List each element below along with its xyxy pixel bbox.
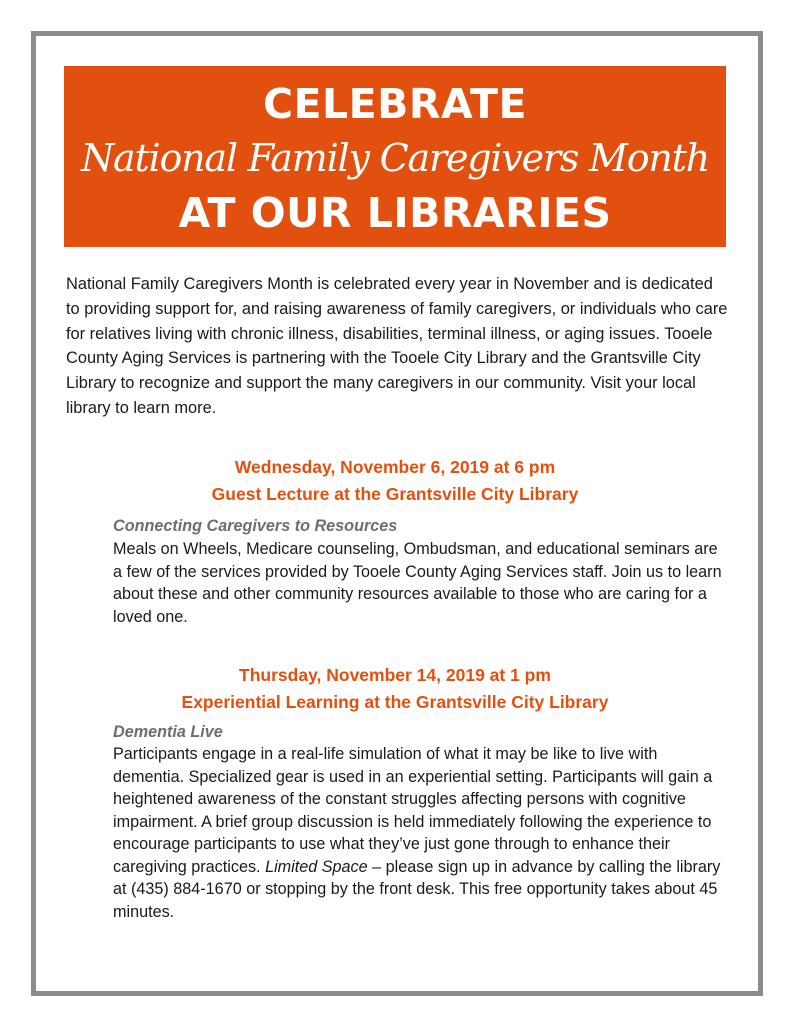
event-2-note-text: – please sign up in advance by calling the library at (435) 884-1670 or stopping by the front desk. This free opportunity takes about 45 minutes. [113, 857, 721, 921]
event-2-title: Dementia Live [113, 723, 223, 741]
intro-paragraph: National Family Caregivers Month is celebrated every year in November and is dedicated to providing support for, and raising awareness of family caregivers, or individuals who care for relatives living with chronic illness, disabilities, terminal illness, or aging issues. Tooele County Aging Services is partnering with the Tooele City Library and the Grantsville City Library to recognize and support the many caregivers in our community. Visit your local library to learn more. [66, 275, 728, 417]
event-1-title: Connecting Caregivers to Resources [113, 517, 398, 535]
banner-line-libraries: AT OUR LIBRARIES [178, 189, 612, 237]
banner-line-month: National Family Caregivers Month [80, 136, 710, 180]
event-2-note-label: Limited Space [265, 857, 368, 876]
event-1-type: Guest Lecture at the Grantsville City Library [211, 484, 579, 504]
event-2-description [113, 743, 725, 923]
title-banner [64, 66, 726, 247]
banner-line-celebrate: CELEBRATE [262, 80, 528, 128]
event-2-date: Thursday, November 14, 2019 at 1 pm [239, 665, 551, 685]
event-1-description: Meals on Wheels, Medicare counseling, Ombudsman, and educational seminars are a few of the services provided by Tooele County Aging Services staff. Join us to learn about these and other community resources available to those who are caring for a loved one. [113, 540, 722, 626]
event-2-body-text: Participants engage in a real-life simulation of what it may be like to live with dementia. Specialized gear is used in an experiential setting. Participants will gain a heightened awareness of the constant struggles affecting persons with cognitive impairment. A brief group discussion is held immediately following the experience to encourage participants to use what they’ve just gone through to enhance their caregiving practices. [113, 745, 713, 876]
event-1-date: Wednesday, November 6, 2019 at 6 pm [234, 457, 556, 477]
event-2-header [64, 662, 726, 716]
event-2-type: Experiential Learning at the Grantsville City Library [181, 692, 609, 712]
event-1-header [64, 454, 726, 508]
